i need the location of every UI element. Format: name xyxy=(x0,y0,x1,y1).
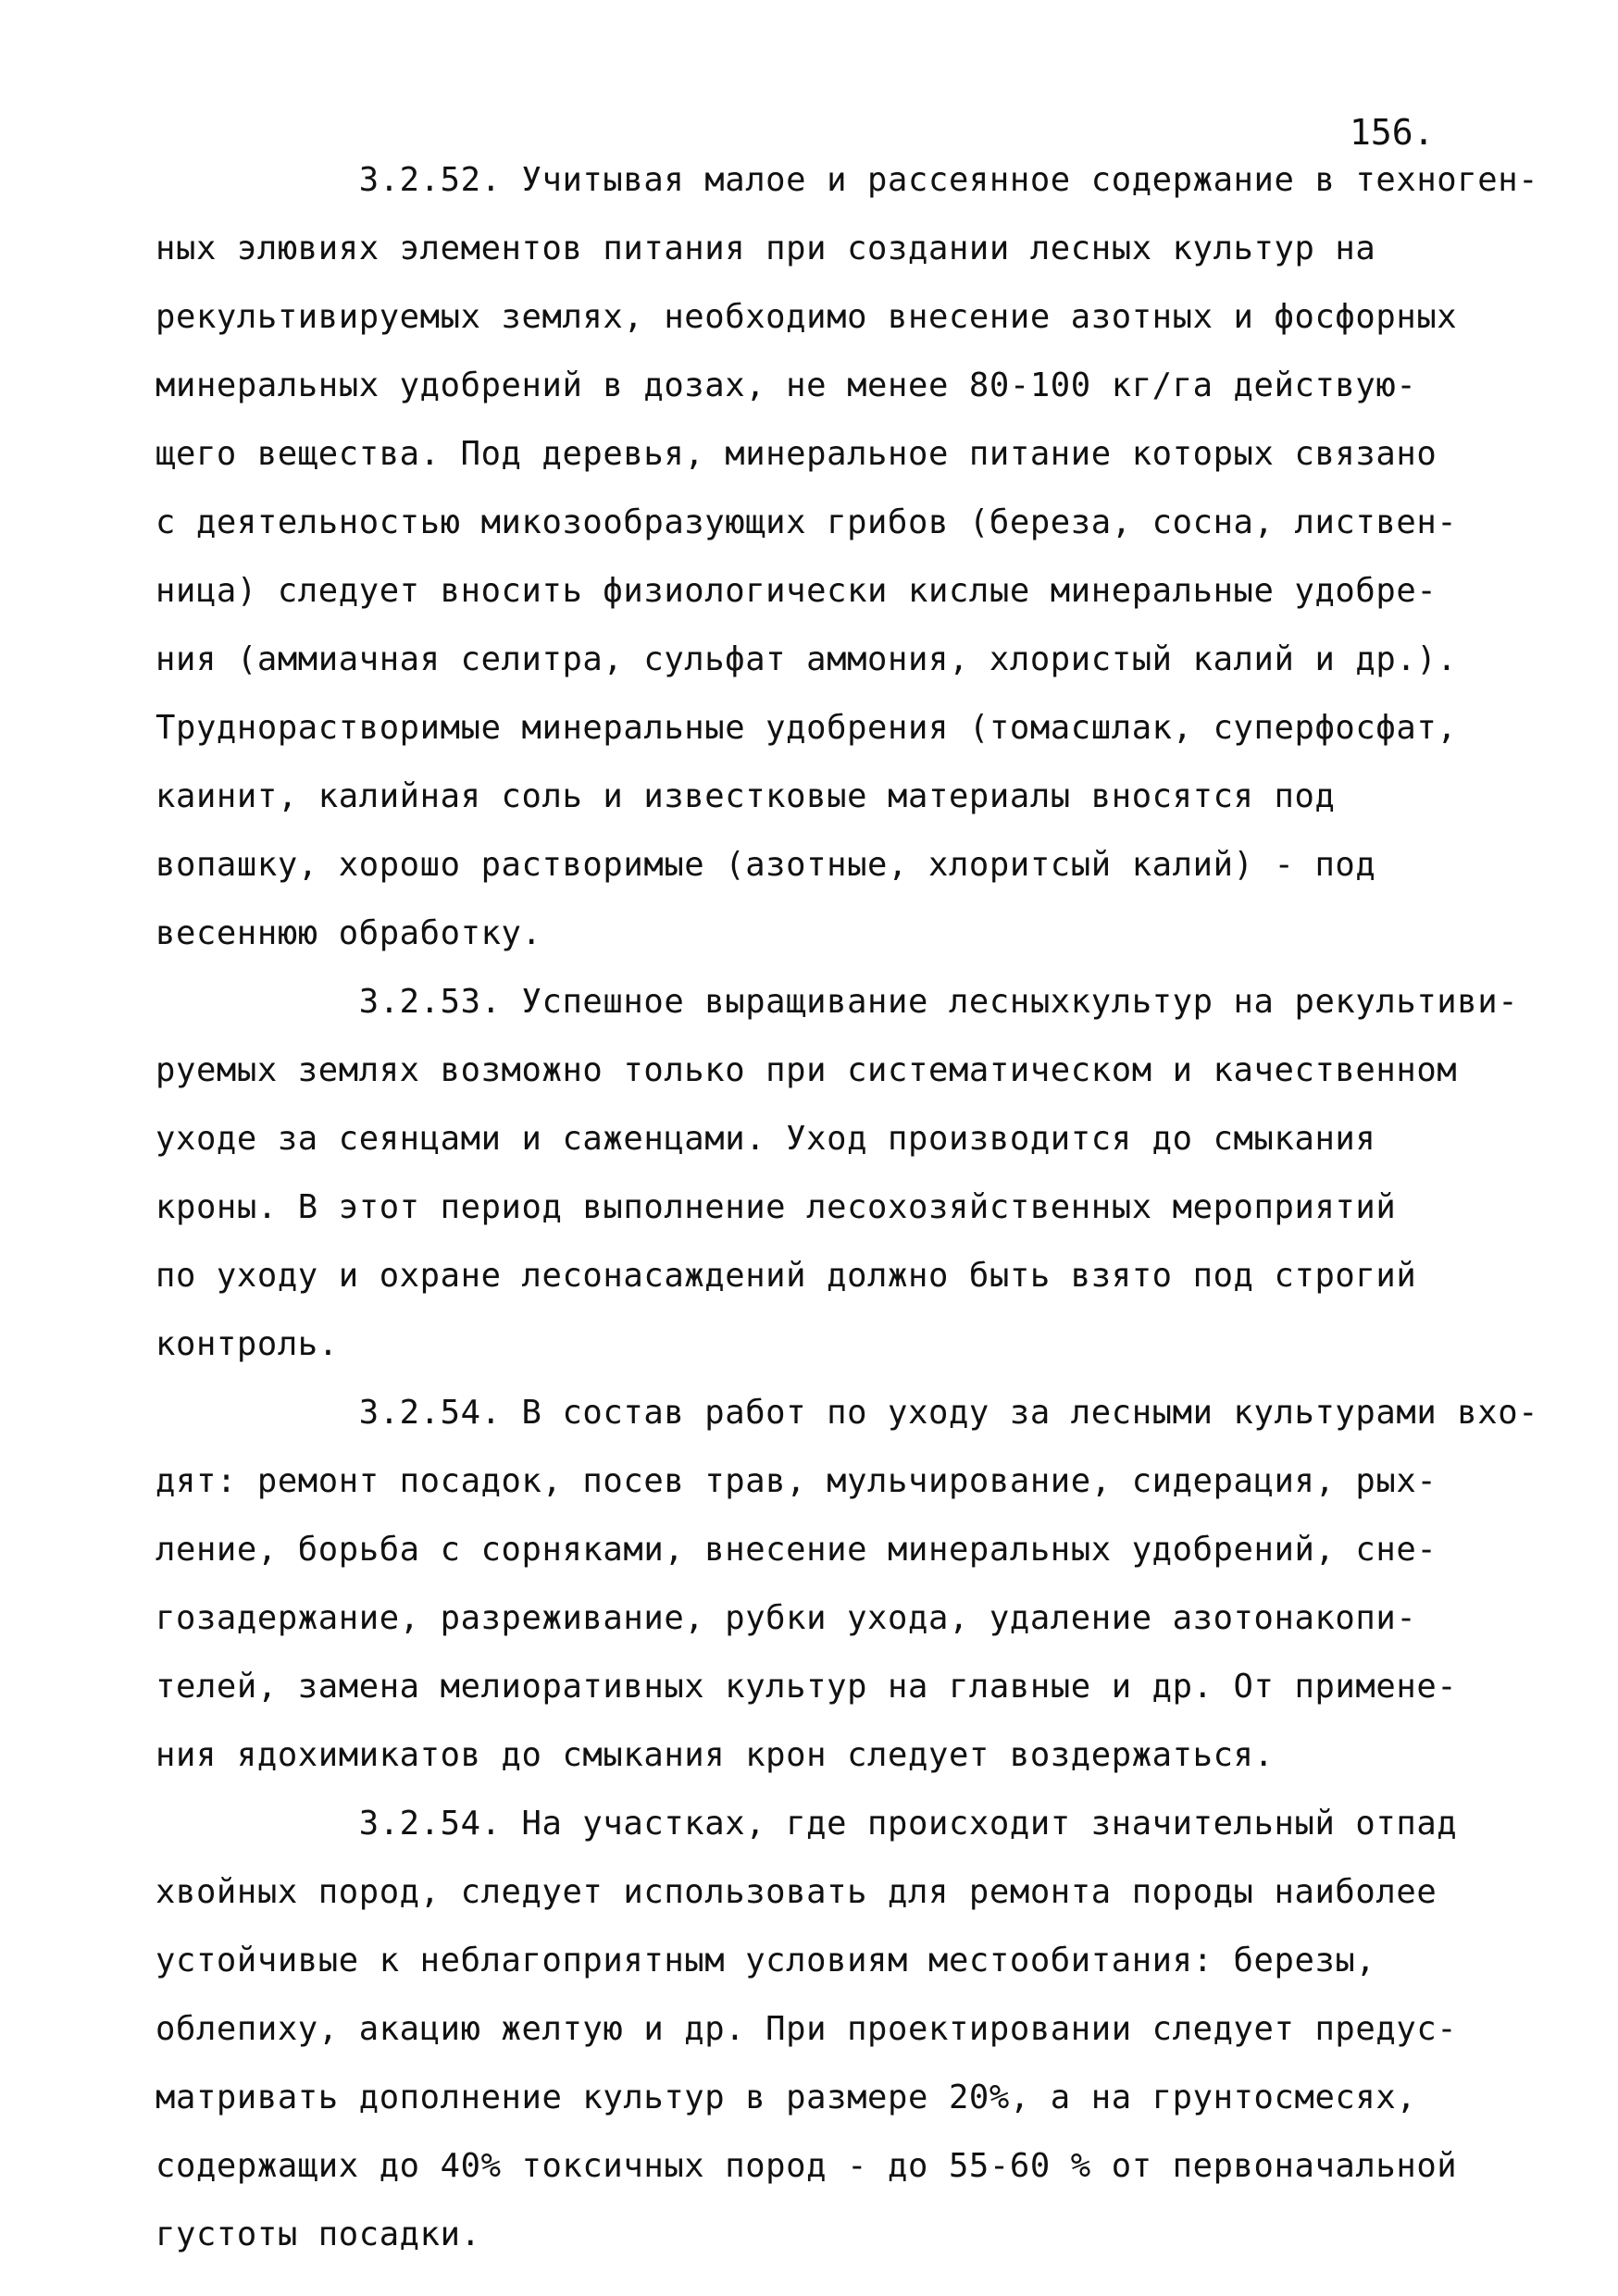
document-body xyxy=(156,146,1539,2269)
paragraph-3-2-54-b xyxy=(156,1790,1488,2269)
text-line: кроны. В этот период выполнение лесохозяйственных мероприятий xyxy=(156,1188,1397,1226)
paragraph-3-2-53 xyxy=(156,968,1519,1379)
text-line: устойчивые к неблагоприятным условиям местообитания: березы, xyxy=(156,1942,1376,1980)
text-line: ление, борьба с сорняками, внесение минеральных удобрений, сне- xyxy=(156,1531,1438,1569)
text-line: ных элювиях элементов питания при создании лесных культур на xyxy=(156,230,1376,267)
paragraph-3-2-54-a xyxy=(156,1379,1539,1790)
text-line: хвойных пород, следует использовать для ремонта породы наиболее xyxy=(156,1873,1438,1911)
text-line: облепиху, акацию желтую и др. При проектировании следует предус- xyxy=(156,2010,1458,2048)
text-line: вопашку, хорошо растворимые (азотные, хлоритсый калий) - под xyxy=(156,846,1376,884)
paragraph-3-2-52 xyxy=(156,146,1539,968)
text-line: ния (аммиачная селитра, сульфат аммония, хлористый калий и др.). xyxy=(156,640,1458,678)
text-line: ница) следует вносить физиологически кислые минеральные удобре- xyxy=(156,572,1438,610)
text-line: контроль. xyxy=(156,1325,339,1363)
text-line: 3.2.54. В состав работ по уходу за лесными культурами вхо- xyxy=(156,1394,1539,1432)
text-line: минеральных удобрений в дозах, не менее 80-100 кг/га действую- xyxy=(156,366,1417,404)
text-line: гозадержание, разреживание, рубки ухода, удаление азотонакопи- xyxy=(156,1599,1417,1637)
text-line: матривать дополнение культур в размере 20%, а на грунтосмесях, xyxy=(156,2079,1417,2116)
text-line: 3.2.52. Учитывая малое и рассеянное содержание в техноген- xyxy=(156,161,1539,199)
text-line: содержащих до 40% токсичных пород - до 55-60 % от первоначальной xyxy=(156,2147,1458,2185)
text-line: 3.2.53. Успешное выращивание лесныхкультур на рекультиви- xyxy=(156,983,1519,1021)
text-line: щего вещества. Под деревья, минеральное питание которых связано xyxy=(156,435,1438,473)
text-line: с деятельностью микозообразующих грибов (береза, сосна, листвен- xyxy=(156,503,1458,541)
text-line: рекультивируемых землях, необходимо внесение азотных и фосфорных xyxy=(156,298,1458,336)
page-number: 156. xyxy=(1350,112,1435,153)
text-line: весеннюю обработку. xyxy=(156,914,542,952)
text-line: густоты посадки. xyxy=(156,2215,481,2253)
text-line: 3.2.54. На участках, где происходит значительный отпад xyxy=(156,1805,1458,1843)
text-line: ния ядохимикатов до смыкания крон следует воздержаться. xyxy=(156,1736,1275,1774)
text-line: каинит, калийная соль и известковые материалы вносятся под xyxy=(156,777,1336,815)
text-line: руемых землях возможно только при систематическом и качественном xyxy=(156,1051,1458,1089)
text-line: уходе за сеянцами и саженцами. Уход производится до смыкания xyxy=(156,1120,1376,1158)
text-line: по уходу и охране лесонасаждений должно быть взято под строгий xyxy=(156,1257,1417,1295)
text-line: телей, замена мелиоративных культур на главные и др. От примене- xyxy=(156,1668,1458,1706)
text-line: дят: ремонт посадок, посев трав, мульчирование, сидерация, рых- xyxy=(156,1462,1438,1500)
text-line: Труднорастворимые минеральные удобрения (томасшлак, суперфосфат, xyxy=(156,709,1458,747)
